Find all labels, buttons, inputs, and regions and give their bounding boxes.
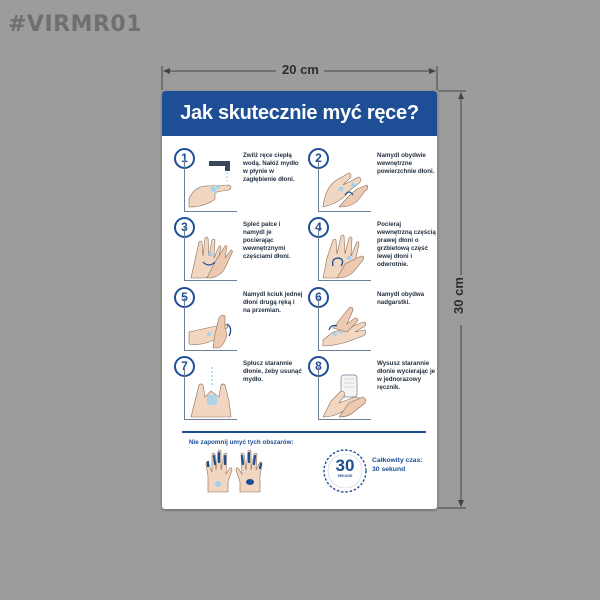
step-number: 4	[308, 217, 329, 238]
step-text: Spłucz starannie dłonie, żeby usunąć mydło.	[243, 360, 302, 383]
step-number: 3	[174, 217, 195, 238]
step-illustration	[184, 367, 237, 420]
missed-areas-hands-icon	[204, 448, 268, 494]
step-text: Spleć palce i namydl je pocierając wewnętrznymi częściami dłoni.	[243, 221, 291, 260]
step-number: 7	[174, 356, 195, 377]
step-illustration	[318, 228, 371, 281]
hand-washing-poster	[162, 91, 437, 509]
height-label: 30 cm	[450, 277, 466, 314]
divider	[182, 431, 426, 433]
back-of-hand-icon	[319, 228, 371, 280]
step-number: 6	[308, 287, 329, 308]
width-label: 20 cm	[282, 62, 319, 77]
total-time-label: Całkowity czas:	[372, 457, 423, 464]
timer-seconds: 30	[335, 456, 355, 475]
step-number: 1	[174, 148, 195, 169]
poster-header	[162, 91, 437, 136]
total-time-value: 30 sekund	[372, 466, 406, 473]
step-text: Pocieraj wewnętrzną częścią prawej dłoni o grzbietową część lewej dłoni i odwrotnie.	[377, 221, 436, 268]
product-code: #VIRMR01	[8, 12, 143, 37]
step-text: Wysusz starannie dłonie wycierając je w jednorazowy ręcznik.	[377, 360, 436, 391]
step-illustration	[184, 228, 237, 281]
reminder-text: Nie zapomnij umyć tych obszarów:	[189, 439, 294, 446]
total-time	[372, 456, 423, 474]
wrist-rub-icon	[319, 298, 371, 350]
step-illustration	[318, 298, 371, 351]
step-illustration	[318, 367, 371, 420]
step-illustration	[184, 298, 237, 351]
step-number: 5	[174, 287, 195, 308]
step-illustration	[318, 159, 371, 212]
step-illustration	[184, 159, 237, 212]
faucet-hand-icon	[185, 159, 237, 211]
timer-unit: SEKUND	[337, 474, 353, 478]
palm-rub-icon	[319, 159, 371, 211]
step-text: Namydl kciuk jednej dłoni drugą ręką i na przemian.	[243, 291, 303, 314]
step-number: 8	[308, 356, 329, 377]
step-number: 2	[308, 148, 329, 169]
towel-dry-icon	[319, 367, 371, 419]
step-text: Namydl obydwie wewnętrzne powierzchnie dłoni.	[377, 152, 435, 175]
step-text: Zwilż ręce ciepłą wodą. Nałóż mydło w płynie w zagłębienie dłoni.	[243, 152, 299, 183]
interlaced-fingers-icon	[185, 228, 237, 280]
poster-title: Jak skutecznie myć ręce?	[180, 102, 419, 124]
rinse-hands-icon	[185, 367, 237, 419]
step-text: Namydl obydwa nadgarstki.	[377, 291, 425, 306]
thumb-rub-icon	[185, 298, 237, 350]
